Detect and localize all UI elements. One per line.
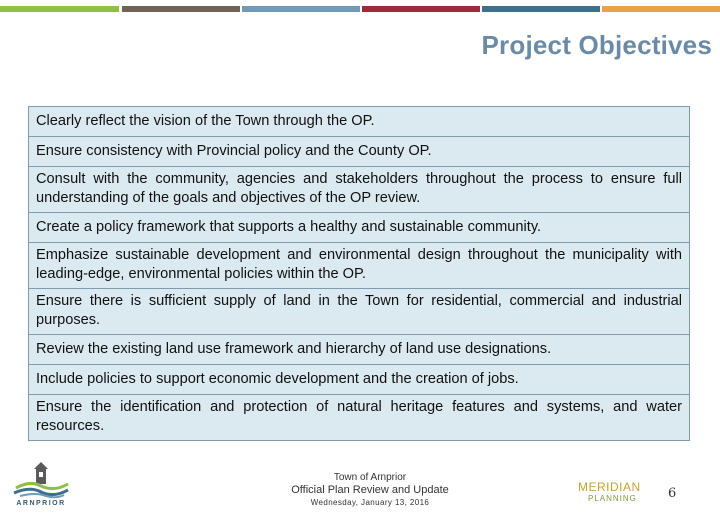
- top-bar-blue: [242, 6, 360, 12]
- top-bar-green: [0, 6, 119, 12]
- top-bar-maroon: [362, 6, 480, 12]
- top-bar-brown: [122, 6, 240, 12]
- page-number: 6: [668, 486, 677, 501]
- objective-row: Review the existing land use framework and hierarchy of land use designations.: [29, 335, 689, 365]
- footer-center: [240, 472, 500, 507]
- objectives-table: [28, 106, 690, 441]
- objective-row: Include policies to support economic development and the creation of jobs.: [29, 365, 689, 395]
- objective-row: Consult with the community, agencies and stakeholders throughout the process to ensure full understanding of the goals and objectives of the OP review.: [29, 167, 689, 213]
- objective-row: Ensure consistency with Provincial policy and the County OP.: [29, 137, 689, 167]
- objective-row: Create a policy framework that supports a healthy and sustainable community.: [29, 213, 689, 243]
- top-color-bars: [0, 6, 720, 12]
- arnprior-logo-text: ARNPRIOR: [16, 500, 66, 507]
- arnprior-logo: [10, 462, 72, 512]
- footer-town: Town of Arnprior: [333, 472, 407, 483]
- meridian-planning-logo: [578, 480, 648, 506]
- top-bar-orange: [602, 6, 720, 12]
- arnprior-emblem-icon: [10, 462, 72, 500]
- meridian-logo-line1: MERIDIAN: [578, 480, 641, 494]
- slide-title: Project Objectives: [481, 30, 712, 60]
- objective-row: Clearly reflect the vision of the Town through the OP.: [29, 107, 689, 137]
- objective-row: Ensure the identification and protection of natural heritage features and systems, and water resources.: [36, 399, 682, 434]
- footer-date: Wednesday, January 13, 2016: [310, 498, 430, 507]
- footer-project: Official Plan Review and Update: [291, 484, 449, 496]
- objective-row: Emphasize sustainable development and environmental design throughout the municipality with leading-edge, environmental policies within the OP.: [29, 243, 689, 289]
- objective-row: Ensure there is sufficient supply of land in the Town for residential, commercial and industrial purposes.: [29, 289, 689, 335]
- meridian-logo-line2: PLANNING: [588, 494, 637, 503]
- top-bar-teal: [482, 6, 600, 12]
